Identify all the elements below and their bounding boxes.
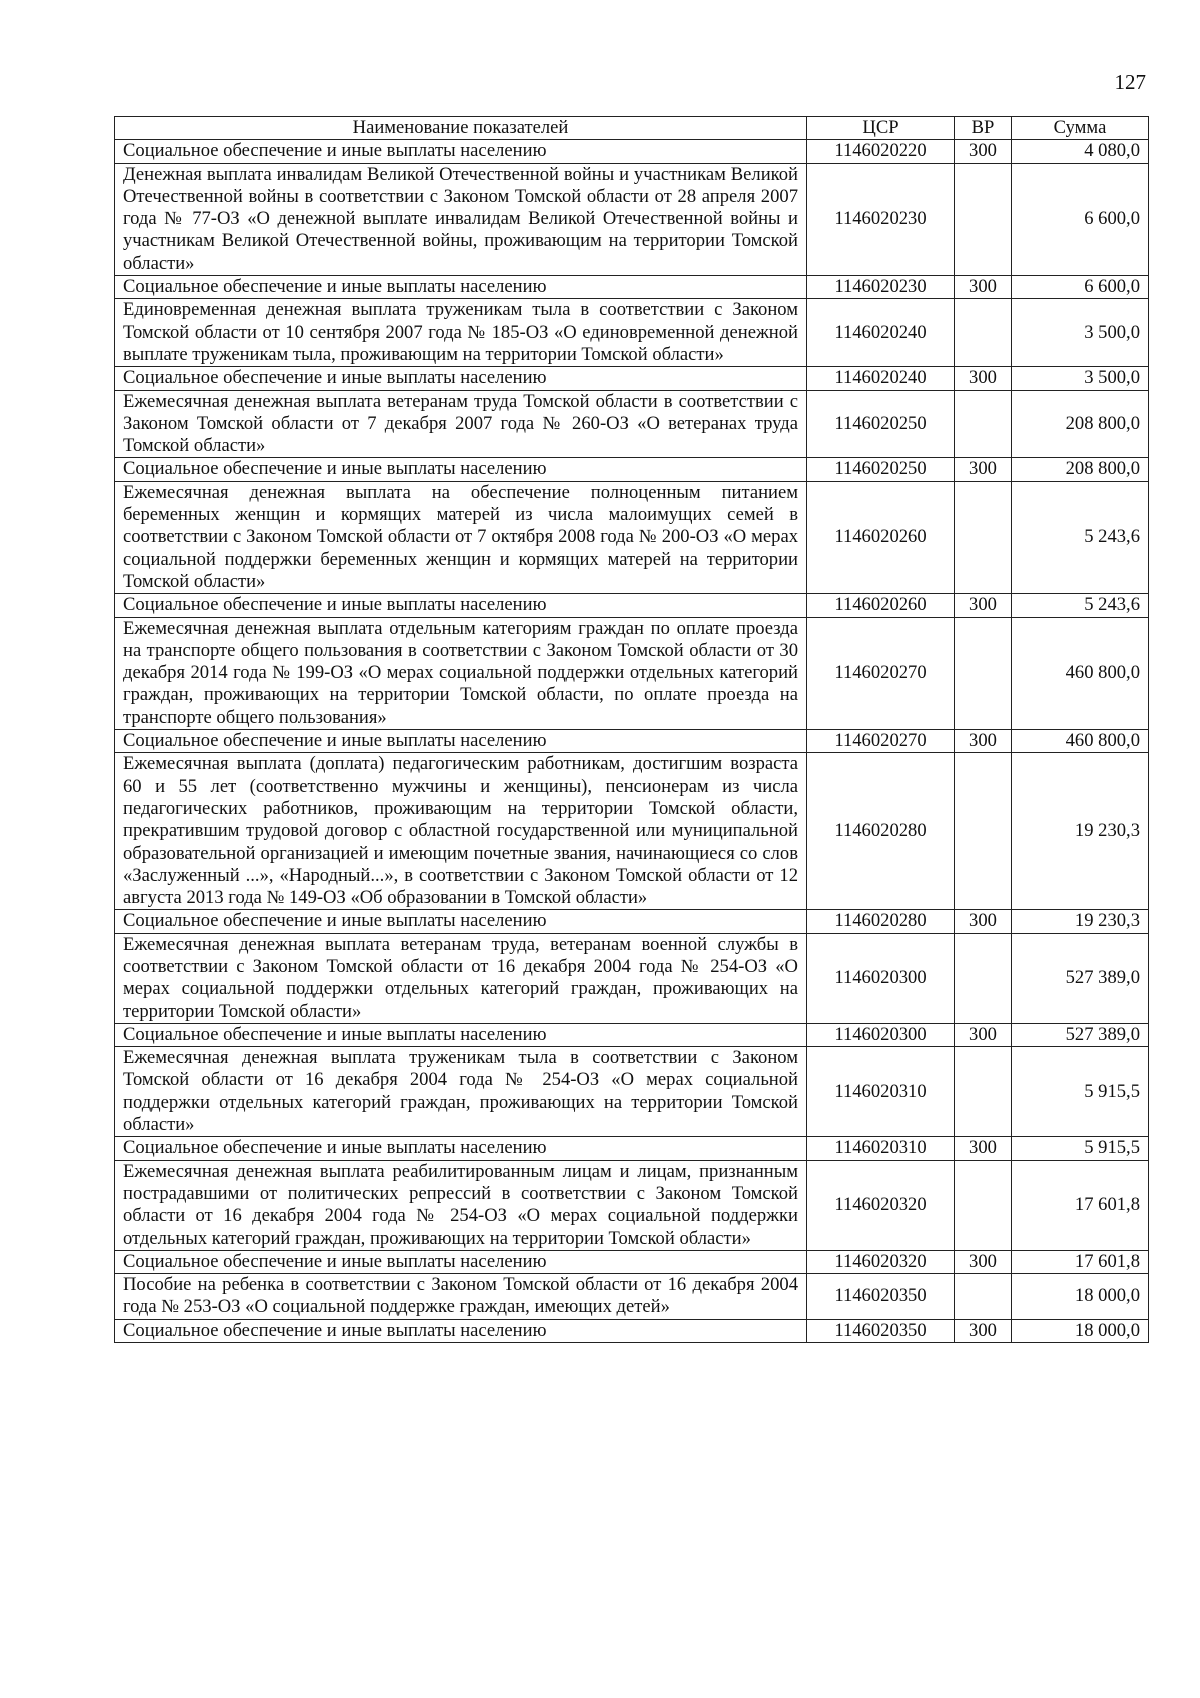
table-row [115, 753, 1149, 910]
row-sum: 3 500,0 [1012, 367, 1149, 390]
row-vr [955, 299, 1012, 367]
row-vr: 300 [955, 594, 1012, 617]
row-csr: 1146020280 [807, 753, 955, 910]
row-name: Социальное обеспечение и иные выплаты населению [115, 367, 807, 390]
table-row [115, 730, 1149, 753]
row-name: Социальное обеспечение и иные выплаты населению [115, 458, 807, 481]
row-name: Социальное обеспечение и иные выплаты населению [115, 276, 807, 299]
table-row [115, 910, 1149, 933]
header-csr: ЦСР [807, 117, 955, 140]
row-vr [955, 163, 1012, 275]
row-csr: 1146020230 [807, 163, 955, 275]
row-sum: 5 915,5 [1012, 1047, 1149, 1137]
row-name: Социальное обеспечение и иные выплаты населению [115, 910, 807, 933]
row-name: Ежемесячная денежная выплата на обеспечение полноценным питанием беременных женщин и кормящих матерей из числа малоимущих семей в соответствии с Законом Томской области от 7 октября 2008 года № 200-ОЗ «О мерах социальной поддержки беременных женщин и кормящих матерей на территории Томской области» [115, 481, 807, 593]
row-csr: 1146020310 [807, 1047, 955, 1137]
row-csr: 1146020300 [807, 1023, 955, 1046]
row-name: Социальное обеспечение и иные выплаты населению [115, 1319, 807, 1342]
row-sum: 208 800,0 [1012, 458, 1149, 481]
row-csr: 1146020260 [807, 594, 955, 617]
table-row [115, 276, 1149, 299]
row-name: Социальное обеспечение и иные выплаты населению [115, 1137, 807, 1160]
budget-table [114, 116, 1149, 1343]
row-csr: 1146020250 [807, 458, 955, 481]
table-row [115, 390, 1149, 458]
row-name: Ежемесячная выплата (доплата) педагогическим работникам, достигшим возраста 60 и 55 лет (соответственно мужчины и женщины), пенсионерам из числа педагогических работников, проживающим на территории Томской области, прекратившим трудовой договор с областной государственной или муниципальной образовательной организацией и имеющим почетные звания, начинающиеся со слов «Заслуженный ...», «Народный...», в соответствии с Законом Томской области от 12 августа 2013 года № 149-ОЗ «Об образовании в Томской области» [115, 753, 807, 910]
row-vr [955, 390, 1012, 458]
table-header [115, 117, 1149, 140]
header-row [115, 117, 1149, 140]
page-number: 127 [1114, 70, 1146, 94]
row-name: Денежная выплата инвалидам Великой Отечественной войны и участникам Великой Отечественной войны в соответствии с Законом Томской области от 28 апреля 2007 года № 77-ОЗ «О денежной выплате инвалидам Великой Отечественной войны и участникам Великой Отечественной войны, проживающим на территории Томской области» [115, 163, 807, 275]
row-vr: 300 [955, 140, 1012, 163]
table-row [115, 594, 1149, 617]
table-row [115, 617, 1149, 729]
row-vr [955, 1160, 1012, 1250]
row-sum: 6 600,0 [1012, 276, 1149, 299]
row-vr: 300 [955, 1250, 1012, 1273]
row-sum: 3 500,0 [1012, 299, 1149, 367]
row-name: Пособие на ребенка в соответствии с Законом Томской области от 16 декабря 2004 года № 253-ОЗ «О социальной поддержке граждан, имеющих детей» [115, 1274, 807, 1320]
row-vr: 300 [955, 276, 1012, 299]
row-sum: 19 230,3 [1012, 910, 1149, 933]
row-sum: 208 800,0 [1012, 390, 1149, 458]
row-sum: 460 800,0 [1012, 730, 1149, 753]
table-row [115, 1023, 1149, 1046]
row-csr: 1146020280 [807, 910, 955, 933]
row-vr [955, 753, 1012, 910]
header-vr: ВР [955, 117, 1012, 140]
table-row [115, 458, 1149, 481]
table-row [115, 1274, 1149, 1320]
table-row [115, 1160, 1149, 1250]
header-sum: Сумма [1012, 117, 1149, 140]
row-vr: 300 [955, 1319, 1012, 1342]
row-name: Ежемесячная денежная выплата ветеранам труда Томской области в соответствии с Законом Томской области от 7 декабря 2007 года № 260-ОЗ «О ветеранах труда Томской области» [115, 390, 807, 458]
row-name: Ежемесячная денежная выплата реабилитированным лицам и лицам, признанным пострадавшими от политических репрессий в соответствии с Законом Томской области от 16 декабря 2004 года № 254-ОЗ «О мерах социальной поддержки отдельных категорий граждан, проживающих на территории Томской области» [115, 1160, 807, 1250]
row-csr: 1146020320 [807, 1250, 955, 1273]
row-name: Социальное обеспечение и иные выплаты населению [115, 730, 807, 753]
row-csr: 1146020240 [807, 299, 955, 367]
row-csr: 1146020350 [807, 1319, 955, 1342]
row-csr: 1146020260 [807, 481, 955, 593]
table-row [115, 1250, 1149, 1273]
row-csr: 1146020320 [807, 1160, 955, 1250]
row-csr: 1146020310 [807, 1137, 955, 1160]
row-sum: 4 080,0 [1012, 140, 1149, 163]
table-row [115, 367, 1149, 390]
row-vr: 300 [955, 1023, 1012, 1046]
table-row [115, 1137, 1149, 1160]
row-name: Социальное обеспечение и иные выплаты населению [115, 140, 807, 163]
table-row [115, 163, 1149, 275]
row-csr: 1146020300 [807, 933, 955, 1023]
row-csr: 1146020350 [807, 1274, 955, 1320]
row-csr: 1146020250 [807, 390, 955, 458]
row-sum: 527 389,0 [1012, 933, 1149, 1023]
table-row [115, 1319, 1149, 1342]
row-vr: 300 [955, 367, 1012, 390]
row-vr [955, 1047, 1012, 1137]
row-name: Ежемесячная денежная выплата труженикам тыла в соответствии с Законом Томской области от 16 декабря 2004 года № 254-ОЗ «О мерах социальной поддержки отдельных категорий граждан, проживающих на территории Томской области» [115, 1047, 807, 1137]
table-row [115, 481, 1149, 593]
row-name: Ежемесячная денежная выплата отдельным категориям граждан по оплате проезда на транспорте общего пользования в соответствии с Законом Томской области от 30 декабря 2014 года № 199-ОЗ «О мерах социальной поддержки отдельных категорий граждан, проживающих на территории Томской области, по оплате проезда на транспорте общего пользования» [115, 617, 807, 729]
table-row [115, 1047, 1149, 1137]
row-vr [955, 1274, 1012, 1320]
row-name: Социальное обеспечение и иные выплаты населению [115, 594, 807, 617]
row-vr: 300 [955, 910, 1012, 933]
row-sum: 5 243,6 [1012, 481, 1149, 593]
row-csr: 1146020220 [807, 140, 955, 163]
row-vr [955, 617, 1012, 729]
row-sum: 18 000,0 [1012, 1319, 1149, 1342]
row-sum: 18 000,0 [1012, 1274, 1149, 1320]
table-row [115, 933, 1149, 1023]
row-csr: 1146020270 [807, 617, 955, 729]
row-sum: 6 600,0 [1012, 163, 1149, 275]
row-sum: 17 601,8 [1012, 1250, 1149, 1273]
table-row [115, 140, 1149, 163]
row-name: Ежемесячная денежная выплата ветеранам труда, ветеранам военной службы в соответствии с Законом Томской области от 16 декабря 2004 года № 254-ОЗ «О мерах социальной поддержки отдельных категорий граждан, проживающих на территории Томской области» [115, 933, 807, 1023]
row-vr [955, 481, 1012, 593]
row-sum: 527 389,0 [1012, 1023, 1149, 1046]
row-sum: 19 230,3 [1012, 753, 1149, 910]
row-vr [955, 933, 1012, 1023]
row-name: Социальное обеспечение и иные выплаты населению [115, 1023, 807, 1046]
table-body [115, 140, 1149, 1343]
row-csr: 1146020270 [807, 730, 955, 753]
table-row [115, 299, 1149, 367]
row-vr: 300 [955, 458, 1012, 481]
row-vr: 300 [955, 1137, 1012, 1160]
row-csr: 1146020230 [807, 276, 955, 299]
header-name: Наименование показателей [115, 117, 807, 140]
row-name: Единовременная денежная выплата труженикам тыла в соответствии с Законом Томской области от 10 сентября 2007 года № 185-ОЗ «О единовременной денежной выплате труженикам тыла, проживающим на территории Томской области» [115, 299, 807, 367]
row-sum: 5 915,5 [1012, 1137, 1149, 1160]
row-sum: 5 243,6 [1012, 594, 1149, 617]
row-name: Социальное обеспечение и иные выплаты населению [115, 1250, 807, 1273]
row-csr: 1146020240 [807, 367, 955, 390]
row-sum: 460 800,0 [1012, 617, 1149, 729]
row-sum: 17 601,8 [1012, 1160, 1149, 1250]
row-vr: 300 [955, 730, 1012, 753]
